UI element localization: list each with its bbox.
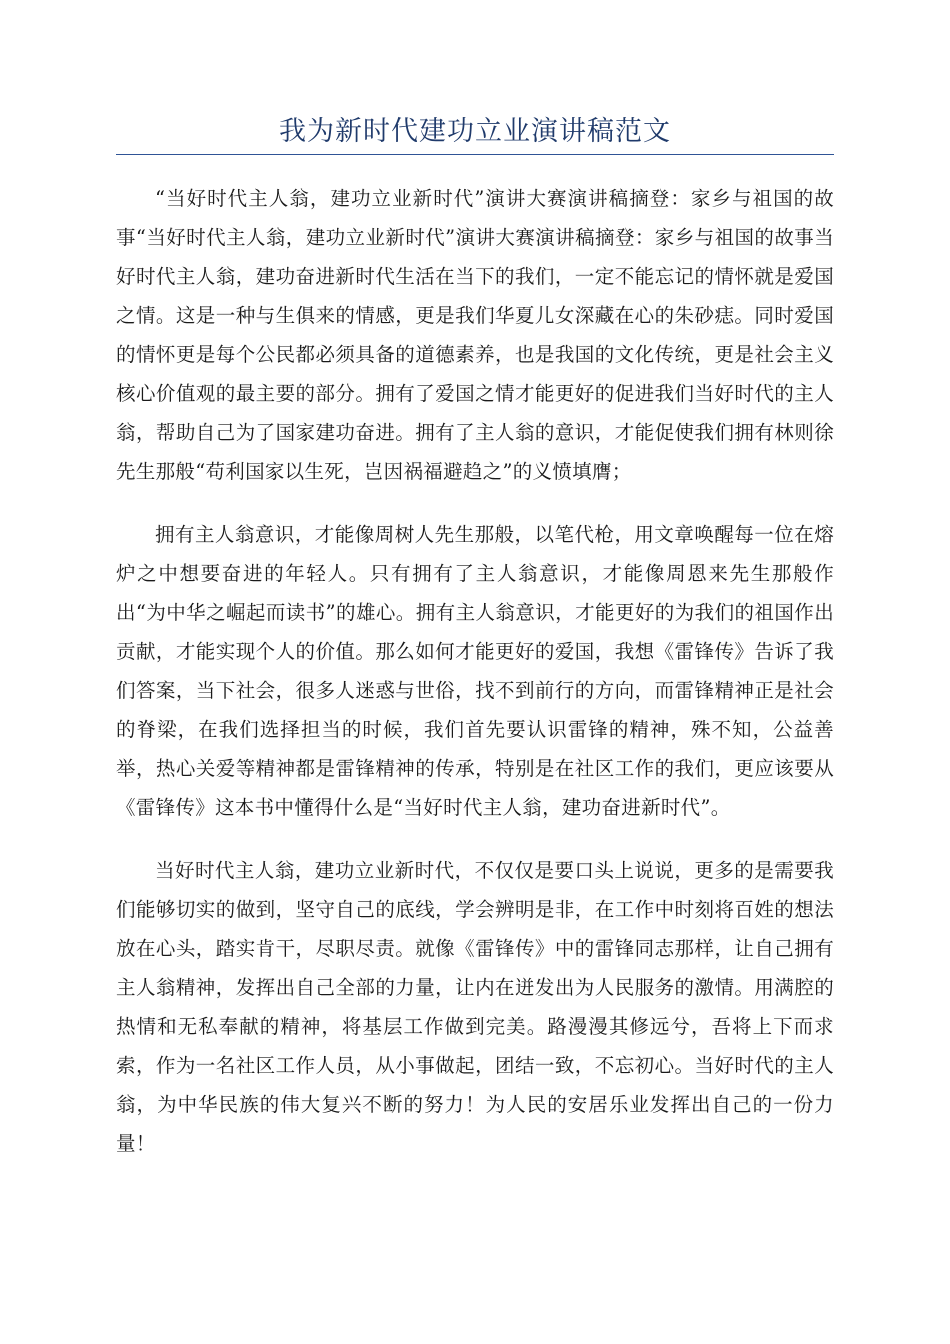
document-page	[116, 112, 834, 1187]
paragraph-2: 拥有主人翁意识，才能像周树人先生那般，以笔代枪，用文章唤醒每一位在熔炉之中想要奋进的年轻人。只有拥有了主人翁意识，才能像周恩来先生那般作出“为中华之崛起而读书”的雄心。拥有主人翁意识，才能更好的为我们的祖国作出贡献，才能实现个人的价值。那么如何才能更好的爱国，我想《雷锋传》告诉了我们答案，当下社会，很多人迷惑与世俗，找不到前行的方向，而雷锋精神正是社会的脊梁，在我们选择担当的时候，我们首先要认识雷锋的精神，殊不知，公益善举，热心关爱等精神都是雷锋精神的传承，特别是在社区工作的我们，更应该要从《雷锋传》这本书中懂得什么是“当好时代主人翁，建功奋进新时代”。	[116, 523, 834, 819]
title-underline	[116, 154, 834, 155]
document-title: 我为新时代建功立业演讲稿范文	[279, 116, 671, 147]
paragraph-3: 当好时代主人翁，建功立业新时代，不仅仅是要口头上说说，更多的是需要我们能够切实的做到，坚守自己的底线，学会辨明是非，在工作中时刻将百姓的想法放在心头，踏实肯干，尽职尽责。就像《雷锋传》中的雷锋同志那样，让自己拥有主人翁精神，发挥出自己全部的力量，让内在迸发出为人民服务的激情。用满腔的热情和无私奉献的精神，将基层工作做到完美。路漫漫其修远兮，吾将上下而求索，作为一名社区工作人员，从小事做起，团结一致，不忘初心。当好时代的主人翁，为中华民族的伟大复兴不断的努力！为人民的安居乐业发挥出自己的一份力量！	[116, 859, 834, 1155]
document-body	[116, 179, 834, 1163]
paragraph-1: “当好时代主人翁，建功立业新时代”演讲大赛演讲稿摘登：家乡与祖国的故事“当好时代主人翁，建功立业新时代”演讲大赛演讲稿摘登：家乡与祖国的故事当好时代主人翁，建功奋进新时代生活在当下的我们，一定不能忘记的情怀就是爱国之情。这是一种与生俱来的情感，更是我们华夏儿女深藏在心的朱砂痣。同时爱国的情怀更是每个公民都必须具备的道德素养，也是我国的文化传统，更是社会主义核心价值观的最主要的部分。拥有了爱国之情才能更好的促进我们当好时代的主人翁，帮助自己为了国家建功奋进。拥有了主人翁的意识，才能促使我们拥有林则徐先生那般“苟利国家以生死，岂因祸福避趋之”的义愤填膺；	[116, 187, 834, 483]
